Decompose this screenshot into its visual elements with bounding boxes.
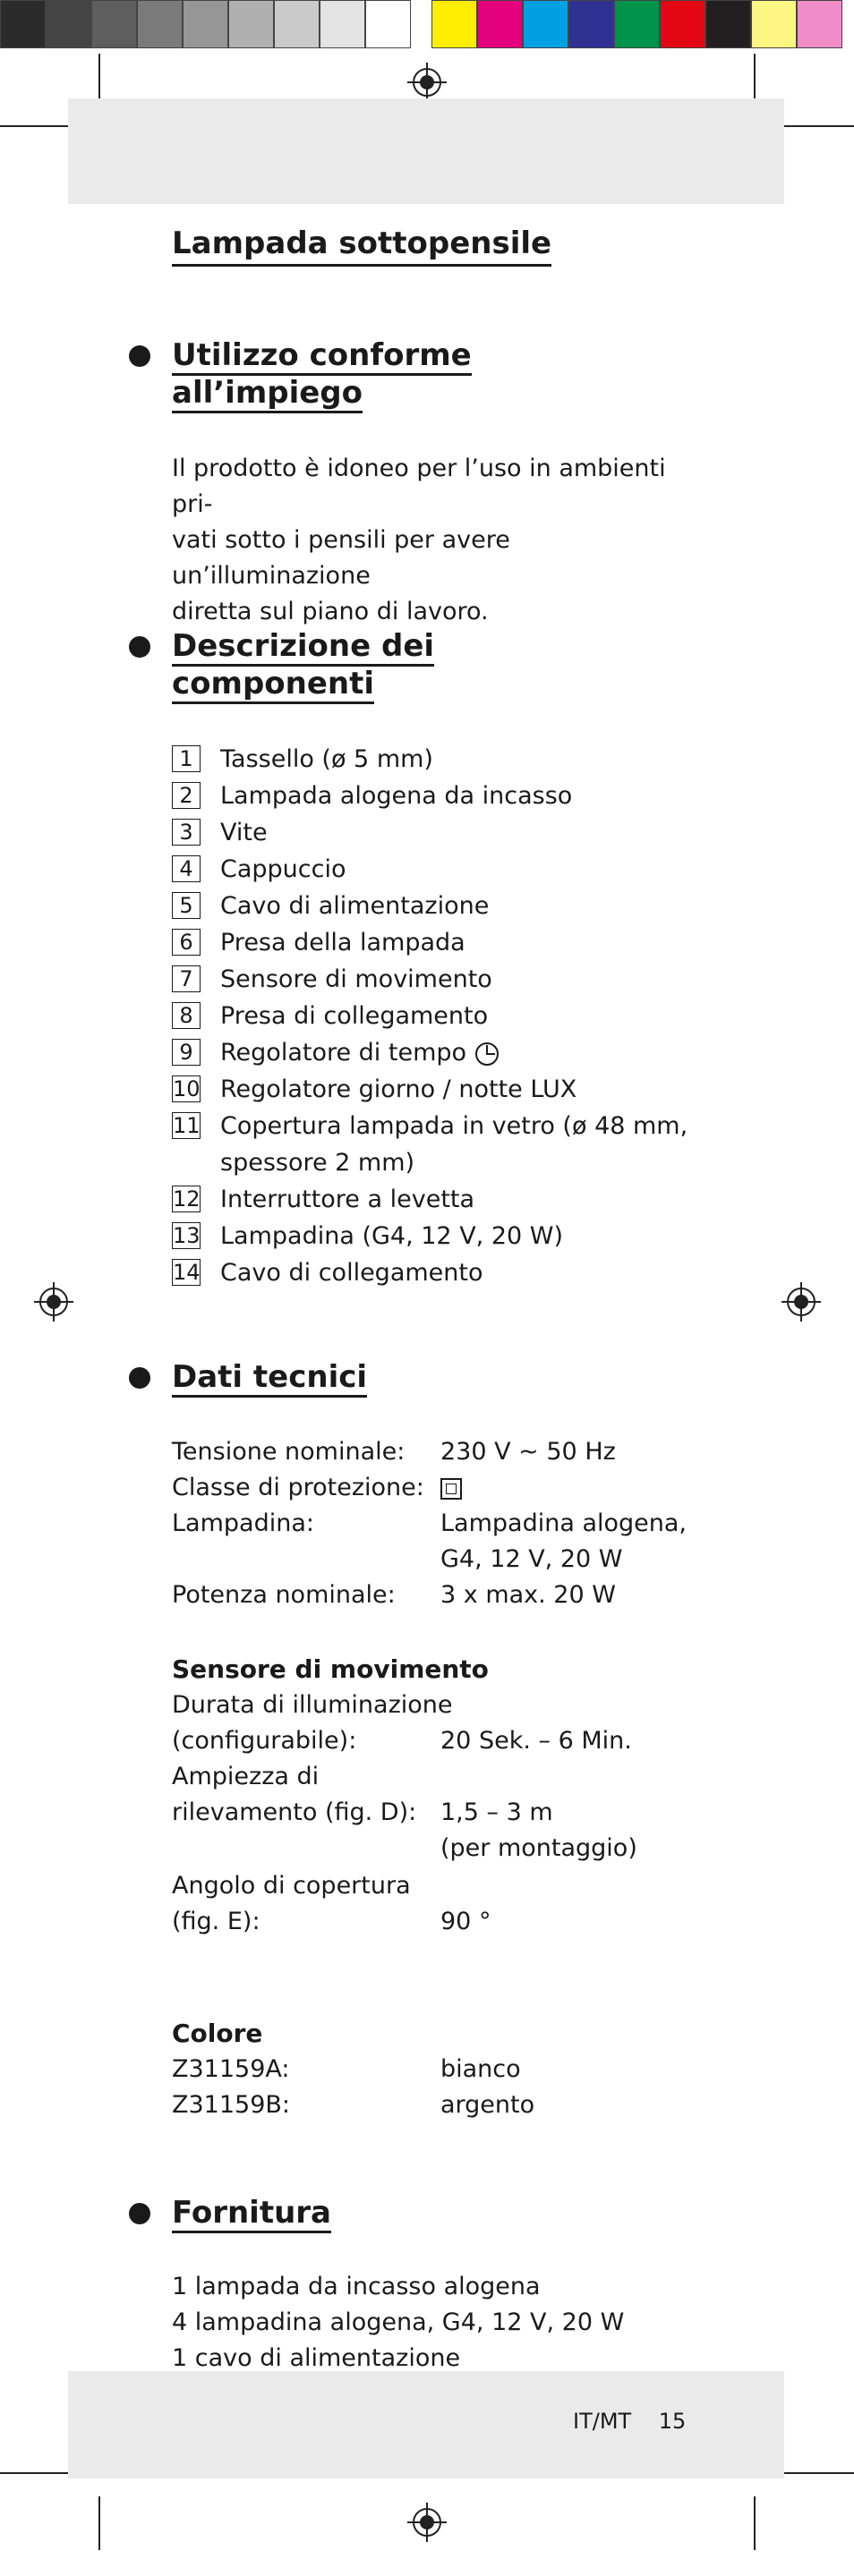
component-label: Regolatore di tempo — [220, 1039, 467, 1067]
component-item — [172, 1181, 709, 1218]
component-label: Cavo di alimentazione — [220, 892, 490, 920]
color-swatch — [431, 0, 477, 48]
color-heading: Colore — [172, 2019, 263, 2048]
grey-swatch — [228, 0, 274, 48]
component-number: 1 — [172, 745, 201, 772]
component-number: 2 — [172, 782, 201, 809]
supply-item: 1 lampada da incasso alogena — [172, 2273, 541, 2300]
component-label: Tassello (ø 5 mm) — [220, 745, 433, 773]
heading-line: Dati tecnici — [172, 1359, 367, 1398]
color-swatch — [797, 0, 842, 48]
spec-value: Lampadina alogena, — [440, 1509, 687, 1537]
section-heading-supply — [172, 2194, 331, 2232]
component-label: Lampadina (G4, 12 V, 20 W) — [220, 1222, 563, 1250]
grey-swatch — [91, 0, 137, 48]
supply-item: 4 lampadina alogena, G4, 12 V, 20 W — [172, 2308, 625, 2336]
component-label: Regolatore giorno / notte LUX — [220, 1075, 577, 1103]
bullet-icon — [129, 2203, 150, 2224]
section-heading-technical-data — [172, 1358, 367, 1396]
spec-label: Z31159B: — [172, 2091, 291, 2119]
component-label: spessore 2 mm) — [220, 1149, 415, 1177]
spec-label: Durata di illuminazione — [172, 1691, 453, 1719]
header-band — [68, 98, 784, 204]
print-color-bar — [0, 0, 854, 48]
component-item — [172, 741, 709, 778]
component-item — [172, 1071, 709, 1108]
heading-line: Fornitura — [172, 2195, 331, 2233]
component-number: 12 — [173, 1186, 201, 1211]
spec-label: Angolo di copertura — [172, 1872, 411, 1900]
text-line: diretta sul piano di lavoro. — [172, 598, 489, 625]
intended-use-text — [172, 451, 682, 630]
component-label: Vite — [220, 819, 268, 846]
component-label: Sensore di movimento — [220, 965, 492, 993]
component-item — [172, 1108, 709, 1144]
spec-value: 230 V ~ 50 Hz — [440, 1438, 616, 1466]
clock-icon — [474, 1041, 500, 1067]
component-number: 3 — [172, 819, 201, 846]
spec-value: 1,5 – 3 m — [440, 1798, 553, 1826]
grey-swatch — [46, 0, 91, 48]
color-swatch — [660, 0, 705, 48]
component-item — [172, 1254, 709, 1291]
spec-value: 20 Sek. – 6 Min. — [440, 1727, 632, 1755]
component-item — [172, 998, 709, 1034]
component-item — [172, 1034, 709, 1071]
protection-class-icon — [440, 1470, 462, 1506]
supply-item: 1 cavo di alimentazione — [172, 2344, 461, 2372]
page-footer — [573, 2409, 686, 2434]
grey-swatch — [0, 0, 46, 48]
spec-label: Classe di protezione: — [172, 1474, 424, 1501]
spec-label: Potenza nominale: — [172, 1581, 396, 1609]
spec-value: 90 ° — [440, 1908, 491, 1935]
spec-label: (fig. E): — [172, 1908, 260, 1935]
component-item — [172, 888, 709, 924]
component-label: Cavo di collegamento — [220, 1259, 483, 1287]
component-label: Lampada alogena da incasso — [220, 782, 573, 810]
spec-value: (per montaggio) — [440, 1834, 637, 1862]
heading-line: Utilizzo conforme — [172, 337, 472, 376]
section-heading-intended-use — [172, 336, 472, 412]
spec-value: argento — [440, 2091, 535, 2119]
component-label: Interruttore a levetta — [220, 1186, 475, 1213]
heading-line: Descrizione dei — [172, 628, 434, 667]
component-number: 7 — [172, 965, 201, 992]
crop-mark — [773, 125, 854, 127]
crop-mark — [773, 2472, 854, 2474]
spec-label: Tensione nominale: — [172, 1438, 406, 1466]
page-title: Lampada sottopensile — [172, 225, 551, 267]
component-number: 10 — [173, 1076, 201, 1101]
component-item — [172, 814, 709, 851]
components-list — [172, 741, 709, 1291]
spec-label: Z31159A: — [172, 2055, 290, 2083]
language-code: IT/MT — [573, 2409, 632, 2434]
component-number: 13 — [173, 1223, 201, 1248]
color-swatch — [705, 0, 751, 48]
spec-label: Lampadina: — [172, 1509, 314, 1537]
heading-line: componenti — [172, 666, 374, 704]
registration-mark-icon — [781, 1282, 821, 1322]
grey-swatch — [320, 0, 365, 48]
section-heading-components — [172, 627, 434, 702]
component-number: 5 — [172, 892, 201, 919]
registration-mark-icon — [34, 1282, 73, 1322]
spec-value: bianco — [440, 2055, 521, 2083]
grey-swatch — [137, 0, 183, 48]
spec-label: (configurabile): — [172, 1727, 357, 1755]
component-item — [172, 851, 709, 888]
component-label: Cappuccio — [220, 855, 346, 883]
component-item — [172, 1144, 709, 1181]
grey-swatch — [365, 0, 411, 48]
color-swatch — [523, 0, 568, 48]
component-number: 4 — [172, 855, 201, 882]
grey-swatch — [183, 0, 228, 48]
crop-mark — [98, 2496, 100, 2550]
component-item — [172, 961, 709, 998]
text-line: vati sotto i pensili per avere un’illuminazione — [172, 526, 510, 590]
component-item — [172, 1218, 709, 1254]
page-number: 15 — [658, 2409, 687, 2434]
bullet-icon — [129, 345, 150, 367]
component-label: Presa di collegamento — [220, 1002, 489, 1030]
component-number: 8 — [172, 1002, 201, 1029]
heading-line: all’impiego — [172, 375, 363, 413]
component-number: 14 — [173, 1260, 201, 1285]
text-line: Il prodotto è idoneo per l’uso in ambienti pri- — [172, 455, 666, 518]
component-label: Presa della lampada — [220, 929, 465, 956]
grey-swatch — [274, 0, 320, 48]
crop-mark — [754, 2496, 756, 2550]
spec-value: G4, 12 V, 20 W — [440, 1545, 623, 1573]
spec-value: 3 x max. 20 W — [440, 1581, 616, 1609]
component-item — [172, 778, 709, 814]
color-swatch — [751, 0, 797, 48]
component-label: Copertura lampada in vetro (ø 48 mm, — [220, 1112, 688, 1140]
spec-label: rilevamento (fig. D): — [172, 1798, 417, 1826]
color-swatch — [477, 0, 523, 48]
spec-label: Ampiezza di — [172, 1763, 320, 1790]
component-item — [172, 924, 709, 961]
component-number: 9 — [172, 1039, 201, 1066]
color-swatch — [614, 0, 660, 48]
bullet-icon — [129, 636, 150, 658]
sensor-heading: Sensore di movimento — [172, 1654, 489, 1684]
registration-mark-icon — [407, 2503, 447, 2542]
registration-mark-icon — [407, 63, 447, 102]
component-number: 11 — [173, 1113, 201, 1138]
bullet-icon — [129, 1367, 150, 1389]
component-number: 6 — [172, 929, 201, 956]
color-swatch — [568, 0, 614, 48]
